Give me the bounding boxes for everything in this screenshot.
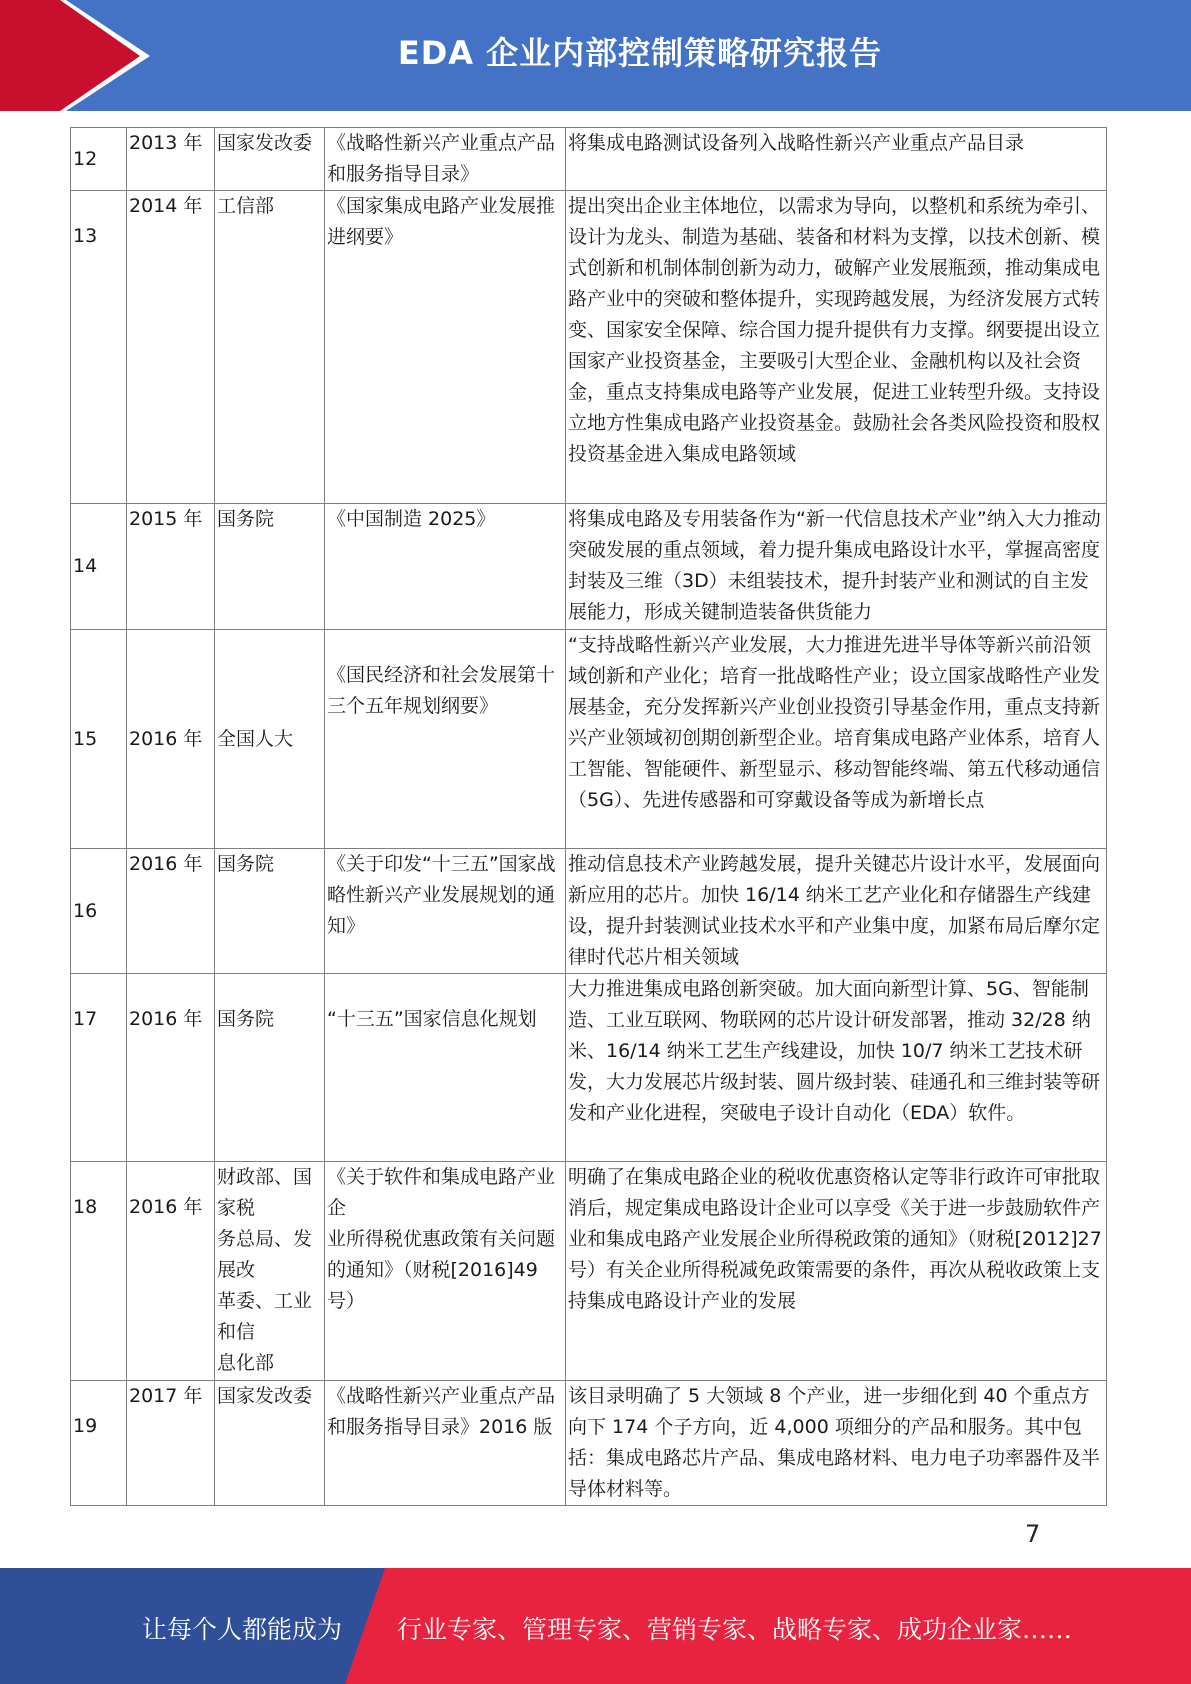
- row-content: 推动信息技术产业跨越发展，提升关键芯片设计水平，发展面向新应用的芯片。加快 16/14 纳米工艺产业化和存储器生产线建设，提升封装测试业技术水平和产业集中度，加紧布局后摩尔定律时代芯片相关领域: [566, 849, 1107, 974]
- table-row: [71, 504, 1107, 630]
- row-year: 2016 年: [127, 630, 215, 849]
- row-dept: 工信部: [215, 191, 325, 504]
- report-title: EDA 企业内部控制策略研究报告: [397, 34, 883, 72]
- footer-slogan-right: 行业专家、管理专家、营销专家、战略专家、成功企业家……: [397, 1615, 1073, 1644]
- row-year: 2016 年: [127, 1162, 215, 1381]
- row-number: 13: [71, 191, 127, 504]
- table-row: [71, 128, 1107, 191]
- row-dept: 国家发改委: [215, 1381, 325, 1506]
- row-dept: 财政部、国家税 务总局、发展改 革委、工业和信 息化部: [215, 1162, 325, 1381]
- row-year: 2017 年: [127, 1381, 215, 1506]
- row-number: 15: [71, 630, 127, 849]
- footer-slogan-left: 让每个人都能成为: [142, 1615, 343, 1644]
- row-document: 《国民经济和社会发展第十三个五年规划纲要》: [325, 630, 566, 849]
- row-document: 《国家集成电路产业发展推进纲要》: [325, 191, 566, 504]
- table-row: [71, 1162, 1107, 1381]
- row-number: 12: [71, 128, 127, 191]
- table-row: [71, 974, 1107, 1162]
- table-row: [71, 1381, 1107, 1506]
- table-row: [71, 849, 1107, 974]
- row-document: 《关于软件和集成电路产业企 业所得税优惠政策有关问题的通知》（财税[2016]49 号）: [325, 1162, 566, 1381]
- row-dept: 国务院: [215, 849, 325, 974]
- row-number: 18: [71, 1162, 127, 1381]
- row-dept: 国务院: [215, 974, 325, 1162]
- row-number: 17: [71, 974, 127, 1162]
- row-document: “十三五”国家信息化规划: [325, 974, 566, 1162]
- row-content: 该目录明确了 5 大领域 8 个产业，进一步细化到 40 个重点方向下 174 个子方向，近 4,000 项细分的产品和服务。其中包括：集成电路芯片产品、集成电路材料、电力电子功率器件及半导体材料等。: [566, 1381, 1107, 1506]
- row-dept: 国务院: [215, 504, 325, 630]
- page-header: [0, 0, 1191, 111]
- row-year: 2013 年: [127, 128, 215, 191]
- row-dept: 国家发改委: [215, 128, 325, 191]
- row-document: 《战略性新兴产业重点产品和服务指导目录》2016 版: [325, 1381, 566, 1506]
- table-row: [71, 630, 1107, 849]
- row-content: 将集成电路及专用装备作为“新一代信息技术产业”纳入大力推动突破发展的重点领域，着力提升集成电路设计水平，掌握高密度封装及三维（3D）未组装技术，提升封装产业和测试的自主发展能力，形成关键制造装备供货能力: [566, 504, 1107, 630]
- header-red-arrow: [0, 0, 160, 111]
- row-year: 2014 年: [127, 191, 215, 504]
- row-content: 提出突出企业主体地位，以需求为导向，以整机和系统为牵引、设计为龙头、制造为基础、装备和材料为支撑，以技术创新、模式创新和机制体制创新为动力，破解产业发展瓶颈，推动集成电路产业中的突破和整体提升，实现跨越发展，为经济发展方式转变、国家安全保障、综合国力提升提供有力支撑。纲要提出设立国家产业投资基金，主要吸引大型企业、金融机构以及社会资金，重点支持集成电路等产业发展，促进工业转型升级。支持设立地方性集成电路产业投资基金。鼓励社会各类风险投资和股权投资基金进入集成电路领域: [566, 191, 1107, 504]
- row-document: 《关于印发“十三五”国家战略性新兴产业发展规划的通知》: [325, 849, 566, 974]
- row-number: 16: [71, 849, 127, 974]
- row-content: “支持战略性新兴产业发展，大力推进先进半导体等新兴前沿领域创新和产业化；培育一批战略性产业；设立国家战略性产业发展基金，充分发挥新兴产业创业投资引导基金作用，重点支持新兴产业领域初创期创新型企业。培育集成电路产业体系，培育人工智能、智能硬件、新型显示、移动智能终端、第五代移动通信（5G）、先进传感器和可穿戴设备等成为新增长点: [566, 630, 1107, 849]
- policy-table: [70, 127, 1107, 1506]
- row-year: 2016 年: [127, 849, 215, 974]
- page-footer: [0, 1568, 1191, 1684]
- row-document: 《战略性新兴产业重点产品和服务指导目录》: [325, 128, 566, 191]
- row-number: 14: [71, 504, 127, 630]
- row-dept: 全国人大: [215, 630, 325, 849]
- row-number: 19: [71, 1381, 127, 1506]
- row-content: 将集成电路测试设备列入战略性新兴产业重点产品目录: [566, 128, 1107, 191]
- row-year: 2015 年: [127, 504, 215, 630]
- table-row: [71, 191, 1107, 504]
- row-content: 大力推进集成电路创新突破。加大面向新型计算、5G、智能制造、工业互联网、物联网的芯片设计研发部署，推动 32/28 纳米、16/14 纳米工艺生产线建设，加快 10/7 纳米工艺技术研发，大力发展芯片级封装、圆片级封装、硅通孔和三维封装等研发和产业化进程，突破电子设计自动化（EDA）软件。: [566, 974, 1107, 1162]
- row-content: 明确了在集成电路企业的税收优惠资格认定等非行政许可审批取消后，规定集成电路设计企业可以享受《关于进一步鼓励软件产业和集成电路产业发展企业所得税政策的通知》（财税[2012]27 号）有关企业所得税减免政策需要的条件，再次从税收政策上支持集成电路设计产业的发展: [566, 1162, 1107, 1381]
- row-document: 《中国制造 2025》: [325, 504, 566, 630]
- row-year: 2016 年: [127, 974, 215, 1162]
- page-number: 7: [1025, 1520, 1041, 1548]
